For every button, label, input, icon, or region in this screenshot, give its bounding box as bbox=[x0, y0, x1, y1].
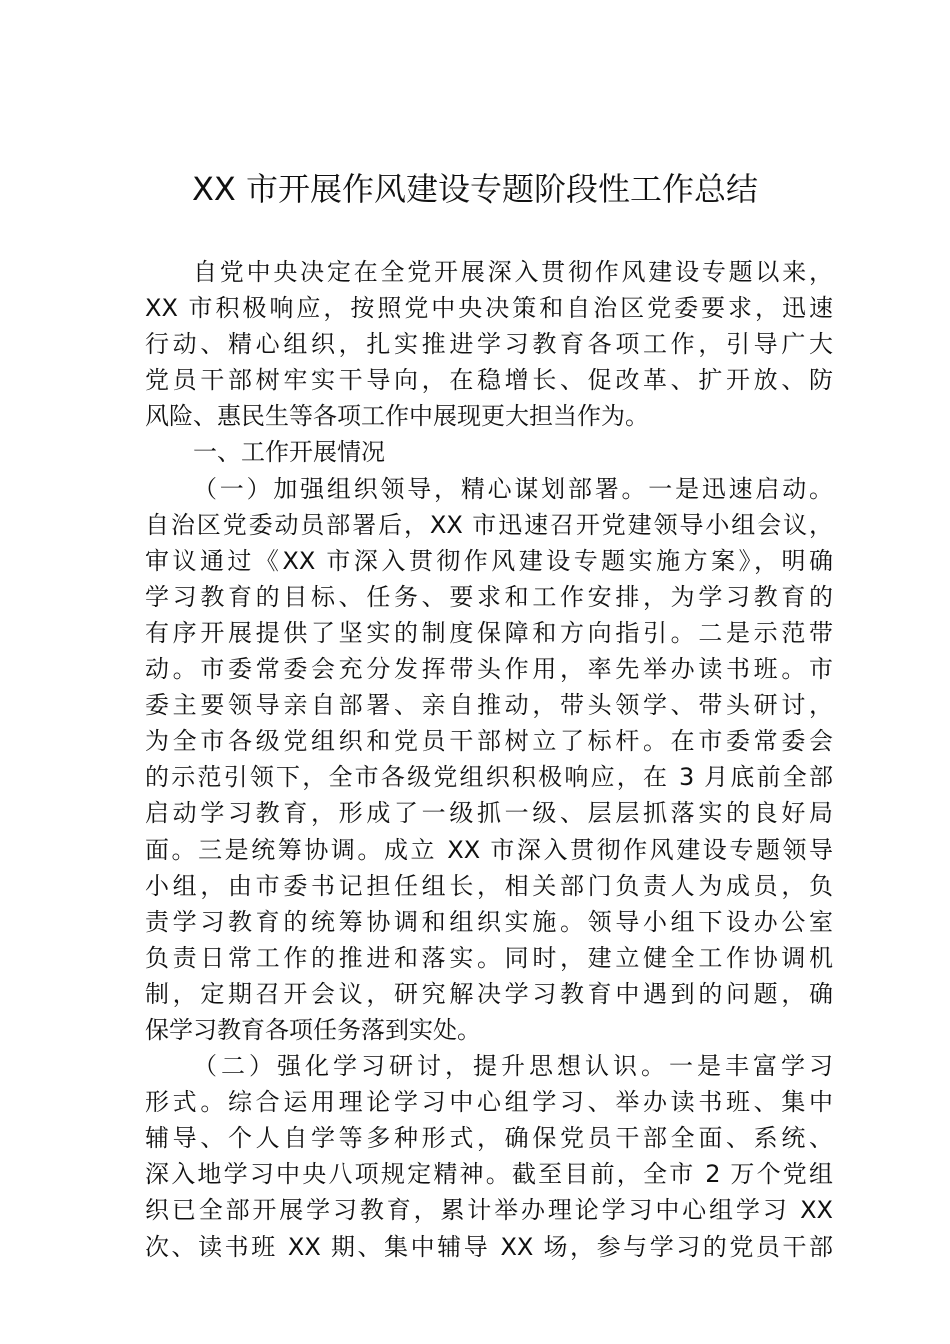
text-line: 为全市各级党组织和党员干部树立了标杆。在市委常委会 bbox=[145, 727, 833, 756]
text-line: 负责日常工作的推进和落实。同时，建立健全工作协调机 bbox=[145, 943, 833, 972]
text-line: 面。三是统筹协调。成立 XX 市深入贯彻作风建设专题领导 bbox=[145, 835, 833, 864]
text-line: 小组，由市委书记担任组长，相关部门负责人为成员，负 bbox=[145, 871, 833, 900]
text-line: 风险、惠民生等各项工作中展现更大担当作为。 bbox=[145, 402, 649, 431]
text-line: 自治区党委动员部署后，XX 市迅速召开党建领导小组会议， bbox=[145, 510, 833, 539]
text-line: 审议通过《XX 市深入贯彻作风建设专题实施方案》，明确 bbox=[145, 546, 833, 575]
document-body bbox=[145, 254, 833, 1265]
text-line: 学习教育的目标、任务、要求和工作安排，为学习教育的 bbox=[145, 582, 833, 611]
text-line: 保学习教育各项任务落到实处。 bbox=[145, 1015, 481, 1044]
text-line: 织已全部开展学习教育，累计举办理论学习中心组学习 XX bbox=[145, 1196, 833, 1225]
text-line: 深入地学习中央八项规定精神。截至目前，全市 2 万个党组 bbox=[145, 1160, 833, 1189]
text-line: 有序开展提供了坚实的制度保障和方向指引。二是示范带 bbox=[145, 618, 833, 647]
text-line: 行动、精心组织，扎实推进学习教育各项工作，引导广大 bbox=[145, 330, 833, 359]
text-line: 启动学习教育，形成了一级抓一级、层层抓落实的良好局 bbox=[145, 799, 833, 828]
text-line: XX 市积极响应，按照党中央决策和自治区党委要求，迅速 bbox=[145, 294, 833, 323]
document-title: XX 市开展作风建设专题阶段性工作总结 bbox=[191, 170, 759, 208]
text-line: 一、工作开展情况 bbox=[193, 438, 385, 467]
text-line: （二）强化学习研讨，提升思想认识。一是丰富学习 bbox=[193, 1052, 833, 1081]
text-line: 的示范引领下，全市各级党组织积极响应，在 3 月底前全部 bbox=[145, 763, 833, 792]
text-line: 责学习教育的统筹协调和组织实施。领导小组下设办公室 bbox=[145, 907, 833, 936]
text-line: （一）加强组织领导，精心谋划部署。一是迅速启动。 bbox=[193, 474, 833, 503]
text-line: 形式。综合运用理论学习中心组学习、举办读书班、集中 bbox=[145, 1088, 833, 1117]
text-line: 制，定期召开会议，研究解决学习教育中遇到的问题，确 bbox=[145, 979, 833, 1008]
text-line: 辅导、个人自学等多种形式，确保党员干部全面、系统、 bbox=[145, 1124, 833, 1153]
text-line: 次、读书班 XX 期、集中辅导 XX 场，参与学习的党员干部 bbox=[145, 1232, 833, 1261]
text-line: 委主要领导亲自部署、亲自推动，带头领学、带头研讨， bbox=[145, 691, 833, 720]
text-line: 自党中央决定在全党开展深入贯彻作风建设专题以来， bbox=[193, 258, 833, 286]
text-line: 动。市委常委会充分发挥带头作用，率先举办读书班。市 bbox=[145, 655, 833, 684]
text-line: 党员干部树牢实干导向，在稳增长、促改革、扩开放、防 bbox=[145, 366, 833, 395]
